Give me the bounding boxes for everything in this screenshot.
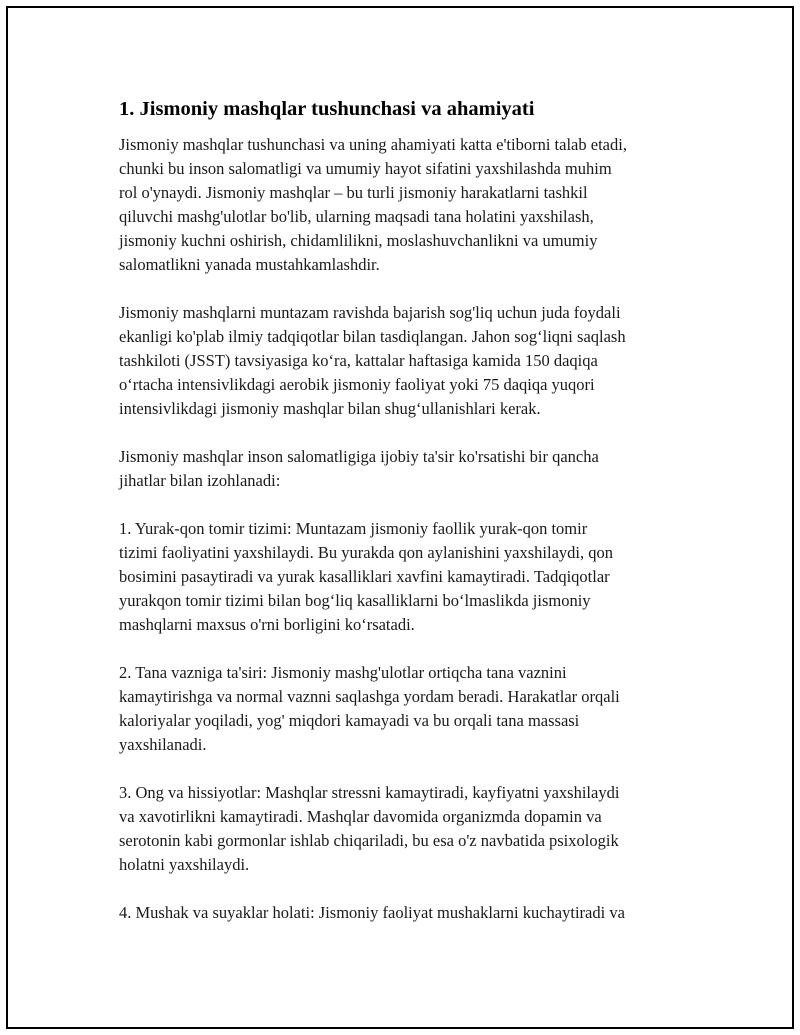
text-line: serotonin kabi gormonlar ishlab chiqariladi, bu esa o'z navbatida psixologik (119, 831, 619, 850)
text-line: holatni yaxshilaydi. (119, 855, 250, 874)
text-line: kamaytirishga va normal vaznni saqlashga yordam beradi. Harakatlar orqali (119, 687, 620, 706)
paragraph-cardiovascular (119, 517, 697, 637)
paragraph-intro (119, 133, 697, 277)
text-line: chunki bu inson salomatligi va umumiy hayot sifatini yaxshilashda muhim (119, 159, 612, 178)
text-line: mashqlarni maxsus o'rni borligini ko‘rsatadi. (119, 615, 415, 634)
section-heading: 1. Jismoniy mashqlar tushunchasi va ahamiyati (119, 98, 535, 120)
text-line: jihatlar bilan izohlanadi: (119, 471, 281, 490)
text-line: bosimini pasaytiradi va yurak kasalliklari xavfini kamaytiradi. Tadqiqotlar (119, 567, 610, 586)
paragraph-mind-emotions (119, 781, 697, 877)
text-line: 4. Mushak va suyaklar holati: Jismoniy faoliyat mushaklarni kuchaytiradi va (119, 903, 625, 922)
text-line: jismoniy kuchni oshirish, chidamlilikni, moslashuvchanlikni va umumiy (119, 231, 598, 250)
text-line: 1. Yurak-qon tomir tizimi: Muntazam jismoniy faollik yurak-qon tomir (119, 519, 588, 538)
text-line: tizimi faoliyatini yaxshilaydi. Bu yurakda qon aylanishini yaxshilaydi, qon (119, 543, 614, 562)
page-frame (6, 6, 794, 1029)
document-body (119, 96, 697, 949)
text-line: ekanligi ko'plab ilmiy tadqiqotlar bilan tasdiqlangan. Jahon sog‘liqni saqlash (119, 327, 626, 346)
text-line: yurakqon tomir tizimi bilan bog‘liq kasalliklarni bo‘lmaslikda jismoniy (119, 591, 591, 610)
text-line: tashkiloti (JSST) tavsiyasiga ko‘ra, kattalar haftasiga kamida 150 daqiqa (119, 351, 598, 370)
paragraph-body-weight (119, 661, 697, 757)
text-line: qiluvchi mashg'ulotlar bo'lib, ularning maqsadi tana holatini yaxshilash, (119, 207, 594, 226)
text-line: rol o'ynaydi. Jismoniy mashqlar – bu turli jismoniy harakatlarni tashkil (119, 183, 588, 202)
paragraph-muscles-bones (119, 901, 697, 925)
paragraph-effects-intro (119, 445, 697, 493)
paragraph-who-recommendation (119, 301, 697, 421)
text-line: intensivlikdagi jismoniy mashqlar bilan shug‘ullanishlari kerak. (119, 399, 541, 418)
text-line: Jismoniy mashqlar inson salomatligiga ijobiy ta'sir ko'rsatishi bir qancha (119, 447, 599, 466)
text-line: 2. Tana vazniga ta'siri: Jismoniy mashg'ulotlar ortiqcha tana vaznini (119, 663, 567, 682)
text-line: salomatlikni yanada mustahkamlashdir. (119, 255, 380, 274)
text-line: kaloriyalar yoqiladi, yog' miqdori kamayadi va bu orqali tana massasi (119, 711, 580, 730)
text-line: Jismoniy mashqlar tushunchasi va uning ahamiyati katta e'tiborni talab etadi, (119, 135, 627, 154)
text-line: 3. Ong va hissiyotlar: Mashqlar stressni kamaytiradi, kayfiyatni yaxshilaydi (119, 783, 620, 802)
text-line: Jismoniy mashqlarni muntazam ravishda bajarish sog'liq uchun juda foydali (119, 303, 621, 322)
text-line: yaxshilanadi. (119, 735, 207, 754)
text-line: va xavotirlikni kamaytiradi. Mashqlar davomida organizmda dopamin va (119, 807, 602, 826)
text-line: o‘rtacha intensivlikdagi aerobik jismoniy faoliyat yoki 75 daqiqa yuqori (119, 375, 595, 394)
